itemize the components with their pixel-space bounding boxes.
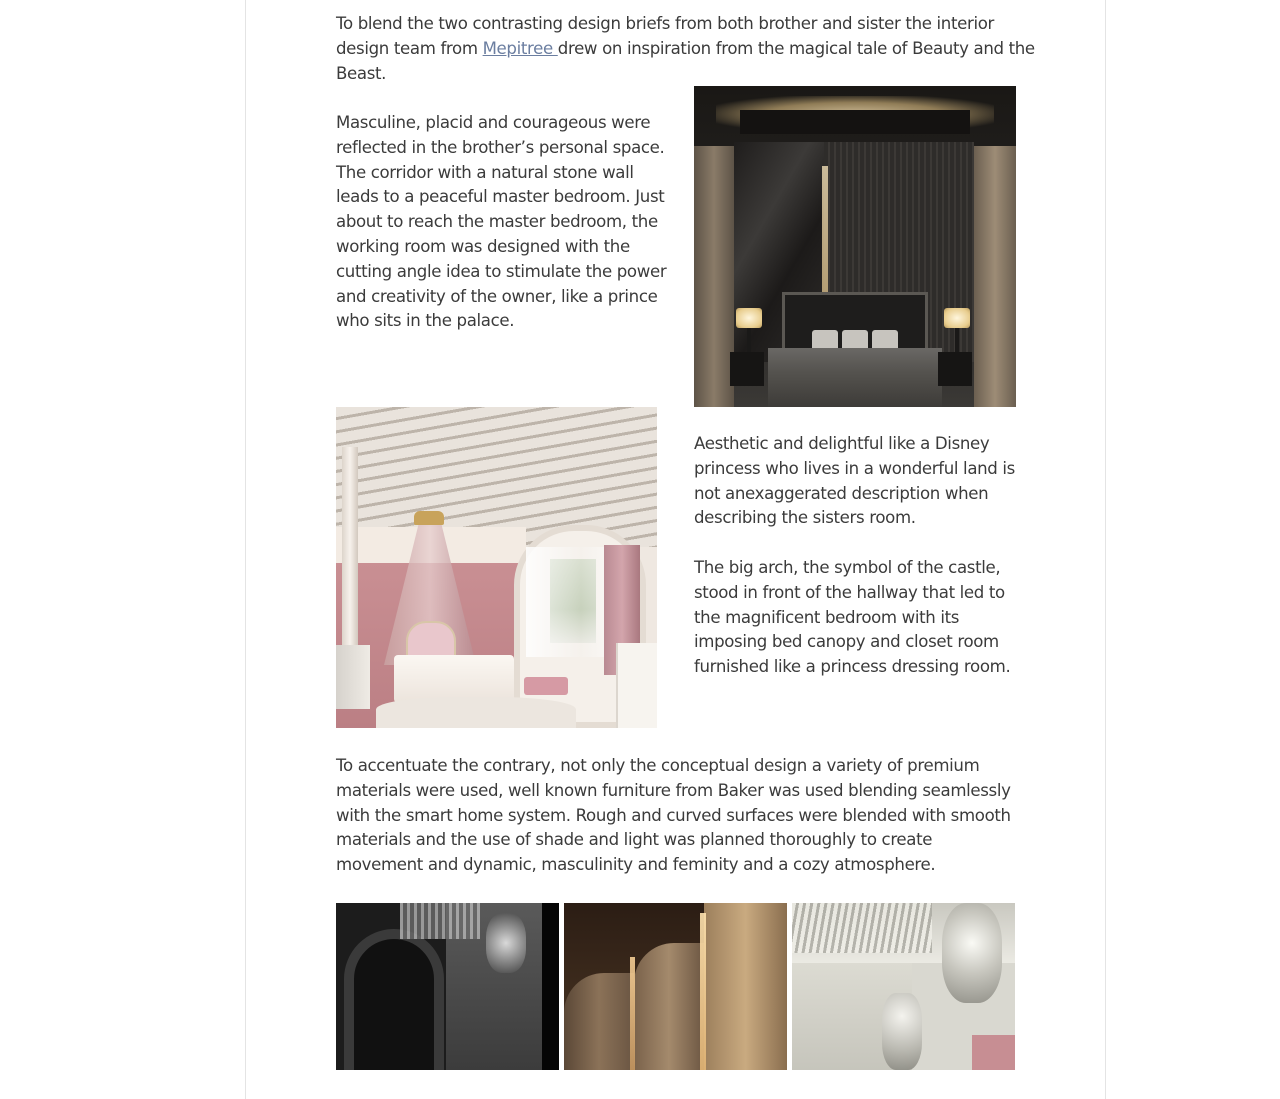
brother-paragraph: Masculine, placid and courageous were reflected in the brother’s personal space. The corridor with a natural stone wall leads to a peaceful master bedroom. Just about to reach the master bedroom, the working room was designed with the cutting angle idea to stimulate the power and creativity of the owner, like a prince who sits in the palace. bbox=[336, 113, 667, 331]
materials-paragraph: To accentuate the contrary, not only the conceptual design a variety of premium materials were used, well known furniture from Baker was used blending seamlessly with the smart home system. Rough and curved surfaces were blended with smooth materials and the use of shade and light was planned thoroughly to create movement and dynamic, masculinity and feminity and a cozy atmosphere. bbox=[336, 756, 1011, 875]
princess-bedroom-photo bbox=[336, 407, 657, 728]
gallery-photo-ornate-molding bbox=[792, 903, 1015, 1070]
intro-text-before-link: To blend the two contrasting design briefs from both brother and sister the interior design team from bbox=[336, 14, 994, 58]
sister-paragraph-2: The big arch, the symbol of the castle, stood in front of the hallway that led to the magnificent bedroom with its imposing bed canopy and closet room furnished like a princess dressing room. bbox=[694, 558, 1011, 677]
gallery-photo-dark-archway bbox=[336, 903, 559, 1070]
sister-paragraph-1: Aesthetic and delightful like a Disney princess who lives in a wonderful land is not anexaggerated description when describing the sisters room. bbox=[694, 434, 1015, 528]
mepitree-link[interactable]: Mepitree bbox=[482, 38, 558, 58]
intro-text-after-link: drew on inspiration from the magical tale of Beauty and the Beast. bbox=[336, 38, 1035, 83]
intro-paragraph bbox=[336, 12, 1036, 86]
master-bedroom-photo bbox=[694, 86, 1016, 407]
gallery-photo-curved-walls bbox=[564, 903, 787, 1070]
